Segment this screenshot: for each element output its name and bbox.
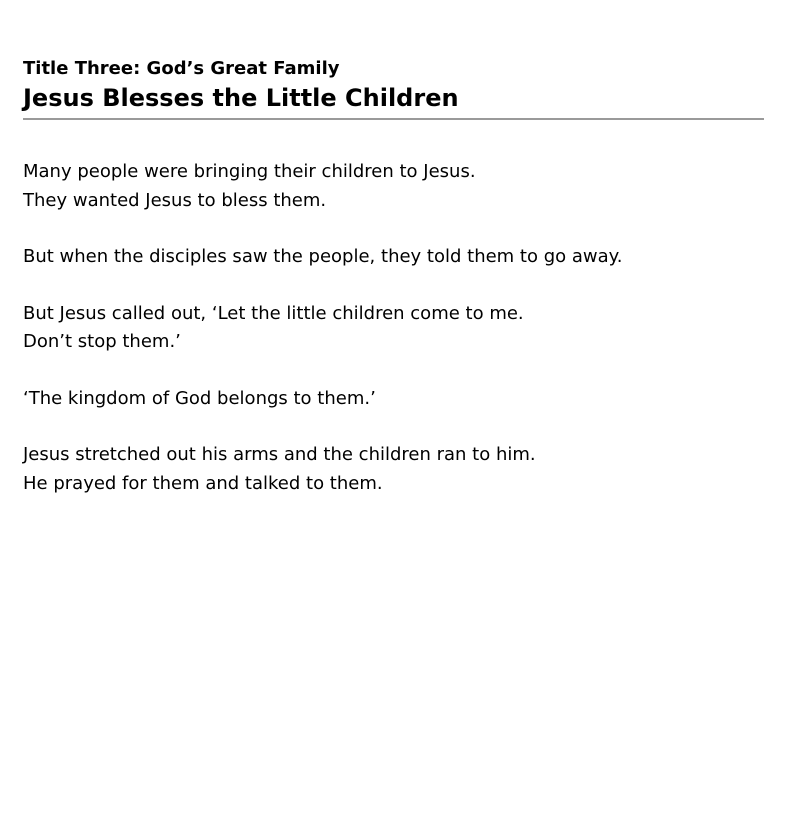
paragraph-line: Jesus stretched out his arms and the children ran to him.	[23, 444, 536, 465]
paragraph-line: Many people were bringing their children to Jesus.	[23, 161, 476, 182]
story-body	[23, 158, 764, 526]
paragraph-line: He prayed for them and talked to them.	[23, 472, 383, 494]
paragraph-3	[23, 300, 764, 357]
paragraph-line: They wanted Jesus to bless them.	[23, 189, 327, 211]
story-title: Jesus Blesses the Little Children	[23, 84, 459, 112]
paragraph-line: But Jesus called out, ‘Let the little children come to me.	[23, 302, 524, 324]
page-header	[23, 56, 764, 114]
paragraph-line: ‘The kingdom of God belongs to them.’	[23, 387, 376, 409]
paragraph-2	[23, 243, 764, 272]
title-divider	[23, 118, 764, 120]
series-title: Title Three: God’s Great Family	[23, 58, 340, 79]
paragraph-line: Don’t stop them.’	[23, 331, 181, 352]
paragraph-5	[23, 441, 764, 498]
paragraph-1	[23, 158, 764, 215]
paragraph-4	[23, 385, 764, 414]
paragraph-line: But when the disciples saw the people, they told them to go away.	[23, 246, 623, 267]
